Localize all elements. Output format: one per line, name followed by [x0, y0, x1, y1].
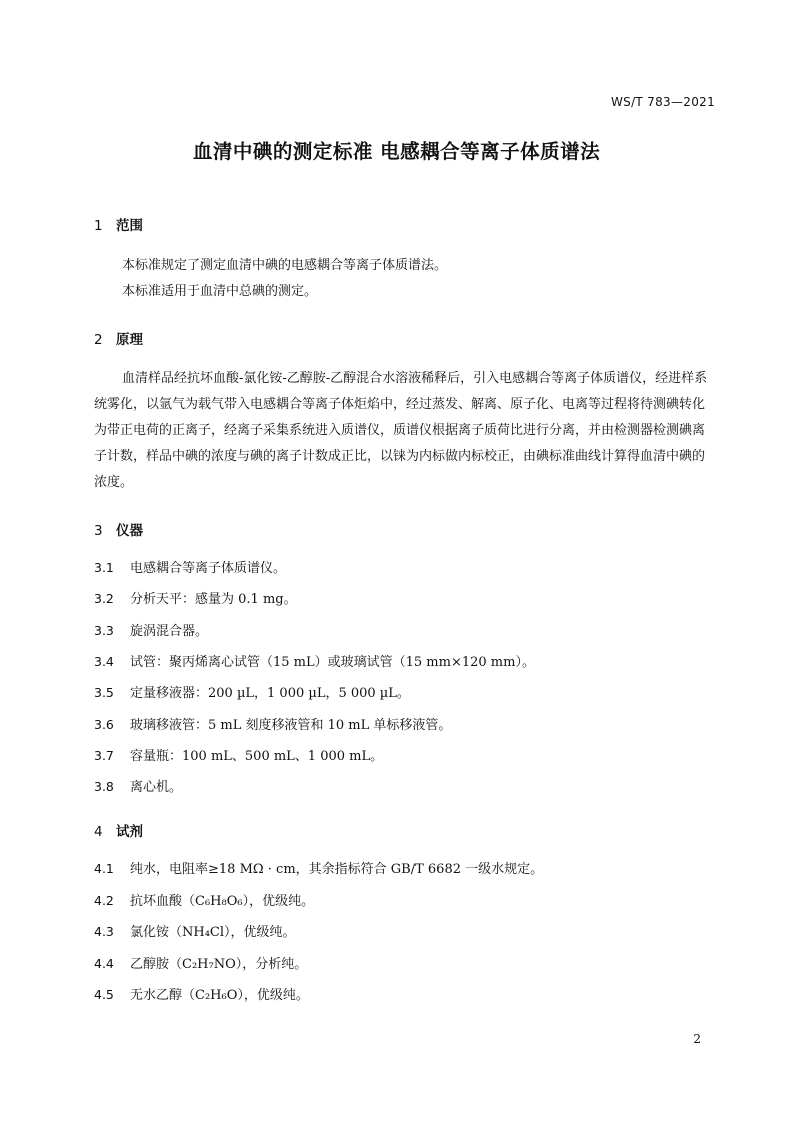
section-title: 原理 — [116, 332, 143, 348]
item-number: 3.7 — [94, 748, 114, 763]
item-number: 3.1 — [94, 560, 114, 575]
list-item — [94, 715, 717, 736]
item-number: 3.5 — [94, 685, 114, 700]
section-heading-principle — [94, 328, 143, 348]
item-text: 玻璃移液管：5 mL 刻度移液管和 10 mL 单标移液管。 — [130, 718, 452, 733]
paragraph: 本标准规定了测定血清中碘的电感耦合等离子体质谱法。 — [122, 258, 448, 273]
list-item — [94, 777, 717, 798]
item-text: 旋涡混合器。 — [130, 624, 209, 639]
list-item — [94, 621, 717, 642]
item-text: 分析天平：感量为 0.1 mg。 — [130, 592, 297, 607]
list-item — [94, 652, 717, 673]
section-heading-instruments — [94, 519, 143, 539]
list-item — [94, 985, 717, 1006]
item-number: 4.2 — [94, 893, 114, 908]
item-number: 3.2 — [94, 591, 114, 606]
item-number: 3.3 — [94, 623, 114, 638]
section-number: 3 — [94, 523, 103, 539]
page-number: 2 — [693, 1032, 701, 1046]
item-number: 4.3 — [94, 924, 114, 939]
item-text: 氯化铵（NH₄Cl），优级纯。 — [130, 925, 296, 940]
item-number: 3.8 — [94, 779, 114, 794]
section-heading-reagents — [94, 820, 143, 840]
standard-code: WS/T 783—2021 — [610, 95, 715, 109]
list-item — [94, 683, 717, 704]
section-number: 4 — [94, 824, 103, 840]
list-item — [94, 954, 717, 975]
list-item — [94, 558, 717, 579]
item-text: 电感耦合等离子体质谱仪。 — [130, 561, 287, 576]
section-heading-scope — [94, 214, 143, 234]
list-item — [94, 859, 717, 880]
item-text: 乙醇胺（C₂H₇NO），分析纯。 — [130, 957, 308, 972]
paragraph: 血清样品经抗坏血酸-氯化铵-乙醇胺-乙醇混合水溶液稀释后，引入电感耦合等离子体质谱仪，经进样系统雾化，以氩气为载气带入电感耦合等离子体炬焰中，经过蒸发、解离、原子化、电离等过程将待测碘转化为带正电荷的正离子，经离子采集系统进入质谱仪，质谱仪根据离子质荷比进行分离，并由检测器检测碘离子计数，样品中碘的浓度与碘的离子计数成正比，以铼为内标做内标校正，由碘标准曲线计算得血清中碘的浓度。 — [94, 371, 708, 490]
item-number: 4.5 — [94, 987, 114, 1002]
page-title: 血清中碘的测定标准 电感耦合等离子体质谱法 — [192, 140, 601, 163]
item-number: 4.4 — [94, 956, 114, 971]
list-item — [94, 589, 717, 610]
item-text: 无水乙醇（C₂H₆O），优级纯。 — [130, 988, 309, 1003]
item-number: 3.6 — [94, 717, 114, 732]
list-item — [94, 922, 717, 943]
item-text: 容量瓶：100 mL、500 mL、1 000 mL。 — [130, 749, 384, 764]
list-item — [94, 746, 717, 767]
item-text: 抗坏血酸（C₆H₈O₆），优级纯。 — [130, 894, 315, 909]
section-title: 仪器 — [116, 523, 143, 539]
list-item — [94, 891, 717, 912]
item-text: 定量移液器：200 µL，1 000 µL，5 000 µL。 — [130, 686, 410, 701]
item-text: 纯水，电阻率≥18 MΩ · cm，其余指标符合 GB/T 6682 一级水规定。 — [130, 862, 544, 877]
paragraph: 本标准适用于血清中总碘的测定。 — [122, 284, 318, 299]
section-number: 1 — [94, 218, 103, 234]
item-number: 4.1 — [94, 861, 114, 876]
section-number: 2 — [94, 332, 103, 348]
item-number: 3.4 — [94, 654, 114, 669]
item-text: 试管：聚丙烯离心试管（15 mL）或玻璃试管（15 mm×120 mm）。 — [130, 655, 535, 670]
section-title: 范围 — [116, 218, 143, 234]
item-text: 离心机。 — [130, 780, 183, 795]
section-title: 试剂 — [116, 824, 143, 840]
